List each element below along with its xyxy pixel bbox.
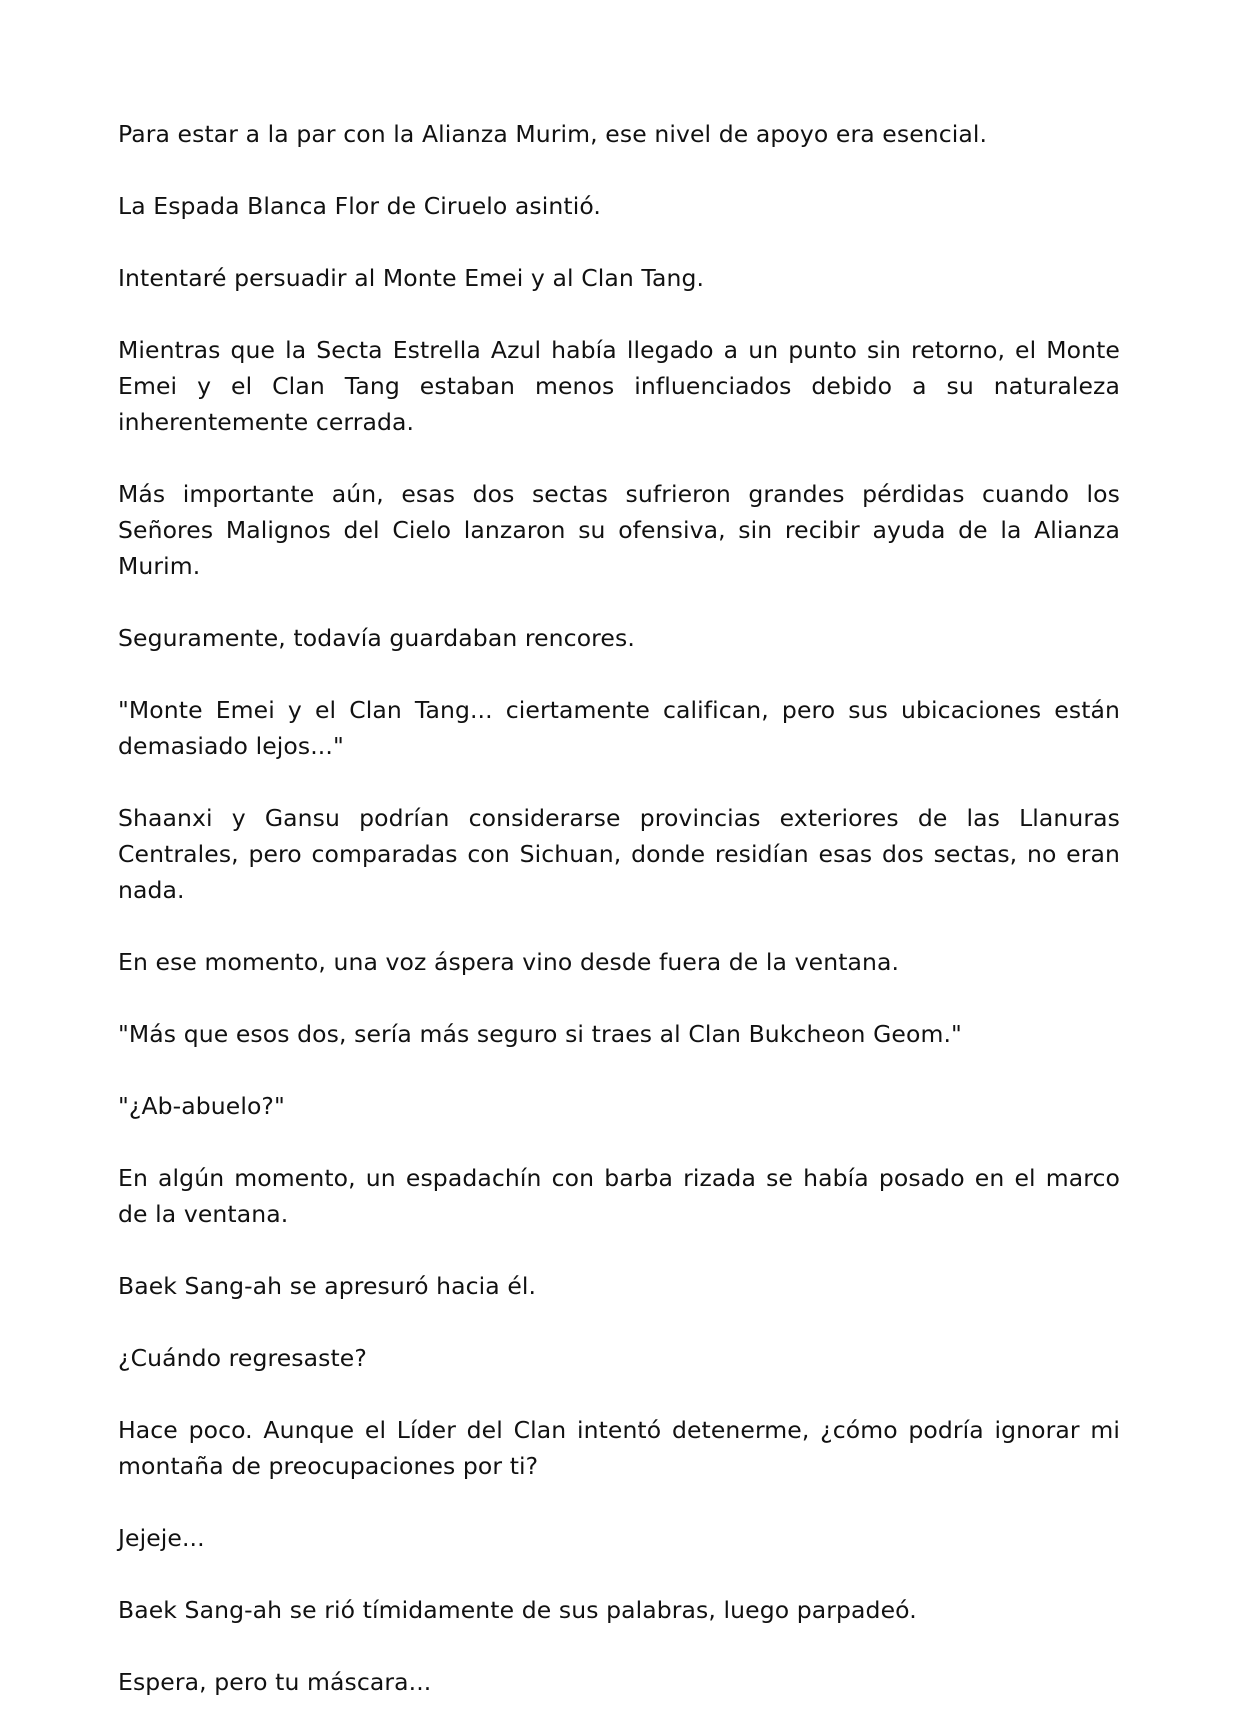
paragraph: En algún momento, un espadachín con barba rizada se había posado en el marco de la ventana.: [118, 1164, 1120, 1228]
paragraph: En ese momento, una voz áspera vino desde fuera de la ventana.: [118, 948, 900, 976]
paragraph: Shaanxi y Gansu podrían considerarse provincias exteriores de las Llanuras Centrales, pero comparadas con Sichuan, donde residían esas dos sectas, no eran nada.: [118, 804, 1120, 904]
paragraph: Baek Sang-ah se apresuró hacia él.: [118, 1272, 537, 1300]
paragraph: Espera, pero tu máscara...: [118, 1668, 432, 1696]
paragraph: Más importante aún, esas dos sectas sufrieron grandes pérdidas cuando los Señores Malignos del Cielo lanzaron su ofensiva, sin recibir ayuda de la Alianza Murim.: [118, 480, 1120, 580]
paragraph: La Espada Blanca Flor de Ciruelo asintió.: [118, 192, 601, 220]
paragraph: "Monte Emei y el Clan Tang... ciertamente califican, pero sus ubicaciones están demasiado lejos...": [118, 696, 1120, 760]
paragraph: Jejeje...: [118, 1524, 205, 1552]
paragraph: Seguramente, todavía guardaban rencores.: [118, 624, 635, 652]
paragraph: Intentaré persuadir al Monte Emei y al Clan Tang.: [118, 264, 705, 292]
paragraph: "Más que esos dos, sería más seguro si traes al Clan Bukcheon Geom.": [118, 1020, 962, 1048]
paragraph: ¿Cuándo regresaste?: [118, 1344, 367, 1372]
paragraph: Hace poco. Aunque el Líder del Clan intentó detenerme, ¿cómo podría ignorar mi montaña de preocupaciones por ti?: [118, 1416, 1120, 1480]
paragraph: Mientras que la Secta Estrella Azul había llegado a un punto sin retorno, el Monte Emei y el Clan Tang estaban menos influenciados debido a su naturaleza inherentemente cerrada.: [118, 336, 1120, 436]
paragraph: "¿Ab-abuelo?": [118, 1092, 285, 1120]
document-body: [118, 116, 1120, 1736]
paragraph: Para estar a la par con la Alianza Murim, ese nivel de apoyo era esencial.: [118, 120, 988, 148]
paragraph: Baek Sang-ah se rió tímidamente de sus palabras, luego parpadeó.: [118, 1596, 917, 1624]
